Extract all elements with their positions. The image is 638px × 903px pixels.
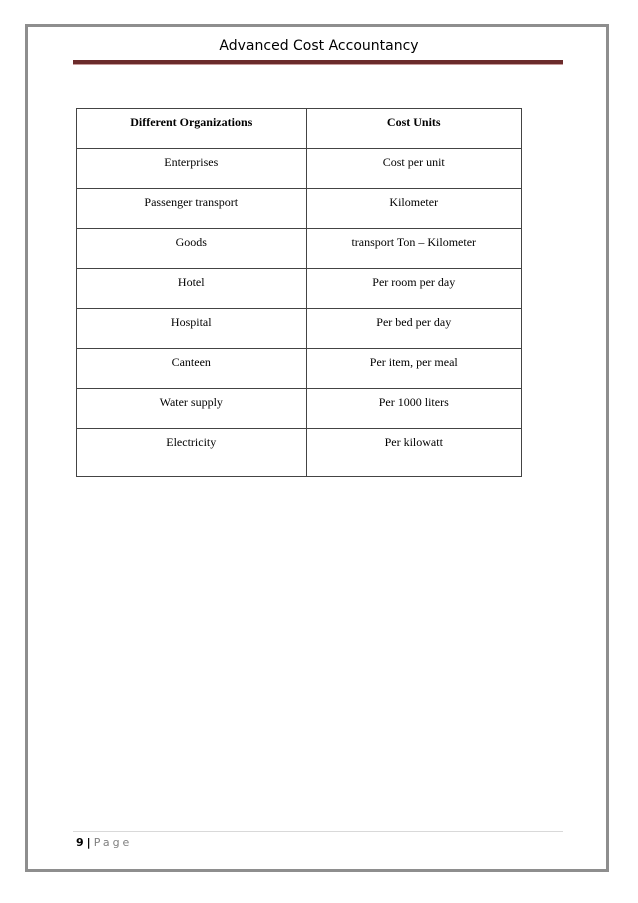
table-header-row (77, 109, 522, 149)
table-row (77, 229, 522, 269)
table-row (77, 149, 522, 189)
page-number: 9 (76, 836, 84, 849)
cost-unit-cell: Per 1000 liters (306, 389, 521, 429)
organization-cell: Hotel (77, 269, 307, 309)
page-word: Page (93, 836, 133, 849)
table-row (77, 389, 522, 429)
cost-unit-cell: Per item, per meal (306, 349, 521, 389)
table-row (77, 189, 522, 229)
table-row (77, 429, 522, 477)
table-row (77, 269, 522, 309)
organization-cell: Canteen (77, 349, 307, 389)
cost-unit-cell: Per bed per day (306, 309, 521, 349)
column-header-organizations: Different Organizations (77, 109, 307, 149)
page-footer (76, 836, 132, 849)
footer-separator: | (86, 836, 91, 849)
cost-units-table (76, 108, 522, 477)
organization-cell: Enterprises (77, 149, 307, 189)
cost-unit-cell: Kilometer (306, 189, 521, 229)
cost-unit-cell: Per kilowatt (306, 429, 521, 477)
header-title: Advanced Cost Accountancy (219, 38, 419, 54)
footer-rule (73, 831, 563, 832)
organization-cell: Water supply (77, 389, 307, 429)
organization-cell: Passenger transport (77, 189, 307, 229)
cost-unit-cell: Per room per day (306, 269, 521, 309)
table-row (77, 309, 522, 349)
organization-cell: Electricity (77, 429, 307, 477)
table-row (77, 349, 522, 389)
cost-unit-cell: transport Ton – Kilometer (306, 229, 521, 269)
column-header-cost-units: Cost Units (306, 109, 521, 149)
organization-cell: Goods (77, 229, 307, 269)
cost-unit-cell: Cost per unit (306, 149, 521, 189)
header-rule (73, 60, 563, 65)
organization-cell: Hospital (77, 309, 307, 349)
